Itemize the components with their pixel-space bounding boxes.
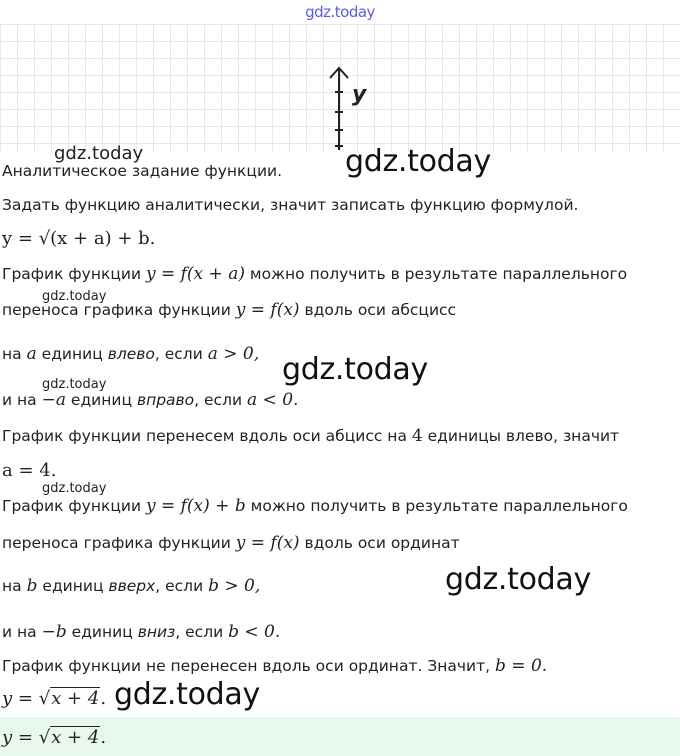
watermark-7: gdz.today bbox=[445, 562, 591, 597]
shift-x-line2: переноса графика функции y = f(x) вдоль оси абсцисс bbox=[2, 300, 457, 320]
watermark-8: gdz.today bbox=[114, 677, 260, 712]
y-axis-label: y bbox=[352, 82, 367, 107]
moved-x-text: График функции перенесем вдоль оси абцисс на 4 единицы влево, значит bbox=[2, 426, 620, 446]
shift-left-rule: на a единиц влево, если a > 0, bbox=[2, 344, 260, 364]
watermark-1: gdz.today bbox=[54, 143, 144, 164]
result-formula: y = √x + 4. bbox=[2, 688, 107, 709]
shift-down-rule: и на −b единиц вниз, если b < 0. bbox=[2, 622, 281, 642]
top-watermark: gdz.today bbox=[305, 3, 375, 21]
shift-x-line1: График функции y = f(x + a) можно получить в результате параллельного bbox=[2, 264, 628, 284]
watermark-6: gdz.today bbox=[42, 481, 107, 496]
moved-x-result: a = 4. bbox=[2, 460, 57, 481]
watermark-2: gdz.today bbox=[345, 144, 491, 179]
general-formula: y = √(x + a) + b. bbox=[2, 228, 156, 249]
watermark-5: gdz.today bbox=[42, 377, 107, 392]
y-axis bbox=[326, 64, 352, 152]
answer-formula: y = √x + 4. bbox=[2, 727, 107, 748]
moved-y-text: График функции не перенесен вдоль оси ординат. Значит, b = 0. bbox=[2, 656, 548, 676]
shift-y-line2: переноса графика функции y = f(x) вдоль оси ординат bbox=[2, 533, 460, 553]
watermark-3: gdz.today bbox=[42, 289, 107, 304]
shift-y-line1: График функции y = f(x) + b можно получить в результате параллельного bbox=[2, 496, 628, 516]
definition: Задать функцию аналитически, значит записать функцию формулой. bbox=[2, 196, 579, 214]
shift-right-rule: и на −a единиц вправо, если a < 0. bbox=[2, 390, 299, 410]
heading: Аналитическое задание функции. bbox=[2, 162, 283, 180]
watermark-4: gdz.today bbox=[282, 352, 428, 387]
shift-up-rule: на b единиц вверх, если b > 0, bbox=[2, 576, 261, 596]
